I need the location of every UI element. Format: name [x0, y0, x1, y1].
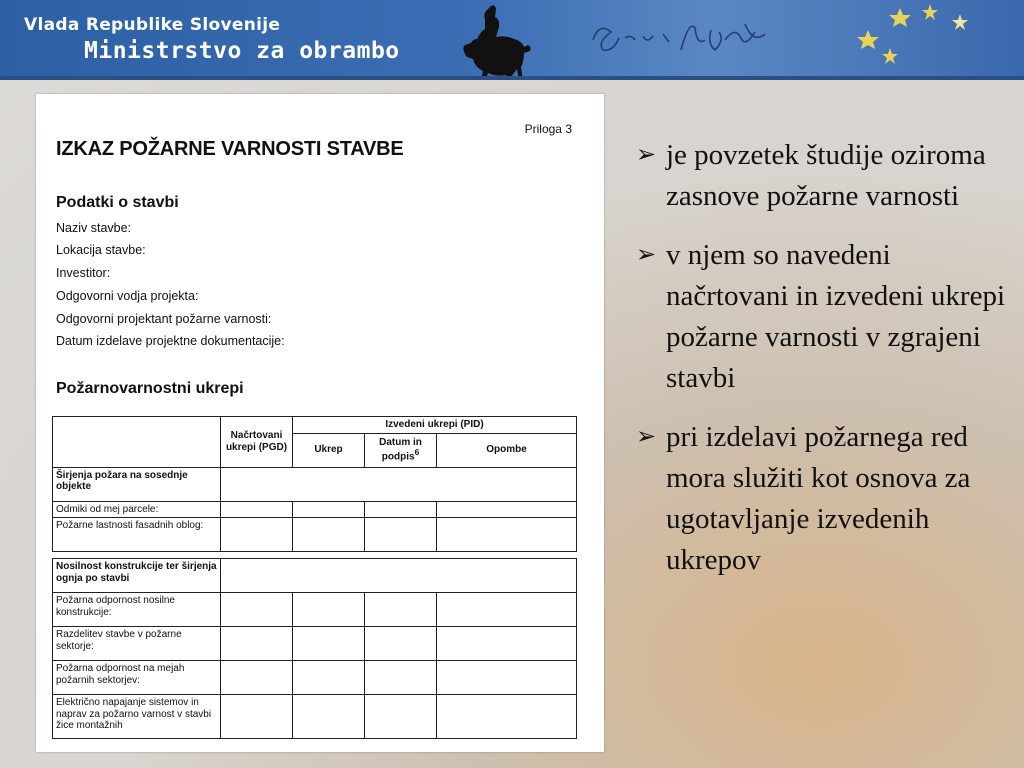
fire-measures-table: [52, 416, 577, 739]
col-executed-header: Izvedeni ukrepi (PID): [293, 417, 577, 434]
table-cell: [437, 661, 577, 695]
field-building-name: Naziv stavbe:: [56, 221, 132, 235]
table-cell: [221, 627, 293, 661]
row-label-resistance: Požarna odpornost nosilne konstrukcije:: [53, 593, 221, 627]
horse-rider-emblem-icon: [445, 4, 545, 80]
row-label-boundaries: Požarna odpornost na mejah požarnih sektorjev:: [53, 661, 221, 695]
table-cell: [293, 593, 365, 627]
header-banner: [0, 0, 1024, 80]
building-data-heading: Podatki o stavbi: [56, 194, 179, 211]
table-cell: [437, 593, 577, 627]
table-cell: [437, 627, 577, 661]
table-cell: [365, 593, 437, 627]
row-label-sectors: Razdelitev stavbe v požarne sektorje:: [53, 627, 221, 661]
table-cell: [221, 695, 293, 739]
arrow-bullet-icon: ➢: [636, 424, 657, 450]
field-documentation-date: Datum izdelave projektne dokumentacije:: [56, 334, 285, 348]
bullet-item: [636, 235, 1006, 399]
table-cell: [437, 695, 577, 739]
row-label-distance: Odmiki od mej parcele:: [53, 501, 221, 518]
table-cell: [293, 661, 365, 695]
field-project-leader: Odgovorni vodja projekta:: [56, 289, 199, 303]
col-date-header: [365, 433, 437, 467]
arrow-bullet-icon: ➢: [636, 142, 657, 168]
eu-stars-icon: [780, 0, 1024, 80]
col-date-text: Datum in podpis: [379, 436, 422, 463]
table-spacer: [53, 552, 577, 559]
table-cell: [221, 661, 293, 695]
fire-measures-heading: Požarnovarnostni ukrepi: [56, 380, 244, 397]
table-cell: [221, 467, 577, 501]
field-fire-designer: Odgovorni projektant požarne varnosti:: [56, 312, 272, 326]
field-location: Lokacija stavbe:: [56, 243, 146, 257]
table-cell: [365, 627, 437, 661]
table-cell: [293, 695, 365, 739]
bullet-text: v njem so navedeni načrtovani in izvedeni ukrepi požarne varnosti v zgrajeni stavbi: [666, 239, 1006, 394]
col-measure-header: Ukrep: [293, 433, 365, 467]
bullet-item: [636, 135, 1006, 217]
bullet-item: [636, 417, 1006, 581]
table-cell: [221, 501, 293, 518]
arrow-bullet-icon: ➢: [636, 242, 657, 268]
bullet-list: [636, 135, 1006, 599]
table-cell: [293, 501, 365, 518]
table-cell: [221, 559, 577, 593]
row-label-power: Električno napajanje sistemov in naprav za požarno varnost v stavbi žice montažnih: [53, 695, 221, 739]
table-cell: [293, 518, 365, 552]
document-title: IZKAZ POŽARNE VARNOSTI STAVBE: [56, 138, 404, 160]
table-cell: [221, 518, 293, 552]
fire-safety-form-image: [36, 94, 604, 752]
signature-icon: [585, 10, 775, 70]
government-name: Vlada Republike Slovenije: [24, 15, 281, 35]
bullet-text: je povzetek študije oziroma zasnove požarne varnosti: [666, 139, 986, 212]
table-cell: [293, 627, 365, 661]
bullet-text: pri izdelavi požarnega red mora služiti kot osnova za ugotavljanje izvedenih ukrepov: [666, 421, 971, 576]
table-cell: [437, 518, 577, 552]
ministry-name: Ministrstvo za obrambo: [84, 38, 400, 64]
group-label-spread: Širjenja požara na sosednje objekte: [53, 467, 221, 501]
table-cell: [365, 661, 437, 695]
col-planned-header: Načrtovani ukrepi (PGD): [221, 417, 293, 468]
row-label-facade: Požarne lastnosti fasadnih oblog:: [53, 518, 221, 552]
field-investor: Investitor:: [56, 266, 111, 280]
table-corner-cell: [53, 417, 221, 468]
table-cell: [221, 593, 293, 627]
col-notes-header: Opombe: [437, 433, 577, 467]
table-cell: [437, 501, 577, 518]
col-date-footnote: 6: [414, 447, 420, 458]
table-cell: [365, 695, 437, 739]
table-cell: [365, 501, 437, 518]
table-cell: [365, 518, 437, 552]
group-label-structure: Nosilnost konstrukcije ter širjenja ognja po stavbi: [53, 559, 221, 593]
annex-label: Priloga 3: [524, 122, 572, 136]
